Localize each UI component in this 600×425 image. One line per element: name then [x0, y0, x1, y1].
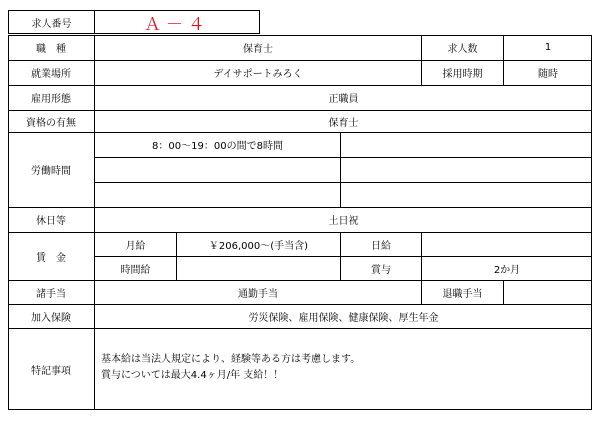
- job-number-value: Ａ－４: [144, 14, 210, 34]
- bonus-label: 賞与: [371, 264, 391, 276]
- holidays-value: 土日祝: [328, 216, 359, 227]
- job-type-label: 職 種: [36, 44, 66, 55]
- notes-line2: 賞与については最大4.4ヶ月/年 支給！！: [101, 369, 284, 380]
- job-type-value: 保育士: [243, 44, 273, 55]
- hiring-period-label: 採用時期: [442, 69, 483, 80]
- wage-label: 賃 金: [36, 252, 66, 264]
- hiring-period-value: 随時: [538, 69, 558, 80]
- employment-type-value: 正職員: [328, 94, 359, 105]
- hours-sub-divider: [94, 157, 592, 158]
- qualification-value: 保育士: [328, 117, 359, 129]
- row-divider: [8, 328, 592, 329]
- employment-type-label: 雇用形態: [31, 94, 71, 105]
- insurance-label: 加入保険: [31, 312, 71, 324]
- workplace-label: 就業場所: [31, 69, 71, 80]
- openings-label: 求人数: [447, 44, 478, 55]
- notes-line1: 基本給は当法人規定により、経験等ある方は考慮します。: [101, 353, 361, 364]
- workplace-value: デイサポートみろく: [213, 69, 303, 80]
- holidays-label: 休日等: [36, 216, 66, 227]
- notes-label: 特記事項: [31, 365, 71, 377]
- insurance-value: 労災保険、雇用保険、健康保険、厚生年金: [248, 312, 439, 324]
- working-hours-line1: 8：00～19：00の間で8時間: [152, 141, 283, 152]
- hourly-wage-label: 時間給: [120, 264, 151, 276]
- job-number-label-cell: [8, 10, 95, 34]
- daily-wage-label: 日給: [371, 240, 391, 252]
- daily-wage-value: [422, 232, 592, 256]
- qualification-label: 資格の有無: [26, 117, 76, 129]
- job-number-label: 求人番号: [31, 18, 72, 30]
- retirement-allowance-label: 退職手当: [442, 288, 483, 300]
- monthly-wage-value: ￥206,000～(手当含): [208, 240, 309, 252]
- job-number-value-cell: [94, 10, 260, 34]
- bonus-value: 2か月: [493, 264, 521, 276]
- openings-value: 1: [544, 42, 552, 53]
- col-divider: [340, 132, 341, 207]
- allowances-label: 諸手当: [36, 288, 66, 300]
- allowances-value: 通勤手当: [238, 288, 278, 300]
- working-hours-label: 労働時間: [31, 166, 71, 177]
- monthly-wage-label: 月給: [125, 240, 146, 252]
- hourly-wage-value: [177, 256, 340, 280]
- retirement-allowance-value: [504, 280, 592, 304]
- hours-sub-divider: [94, 182, 592, 183]
